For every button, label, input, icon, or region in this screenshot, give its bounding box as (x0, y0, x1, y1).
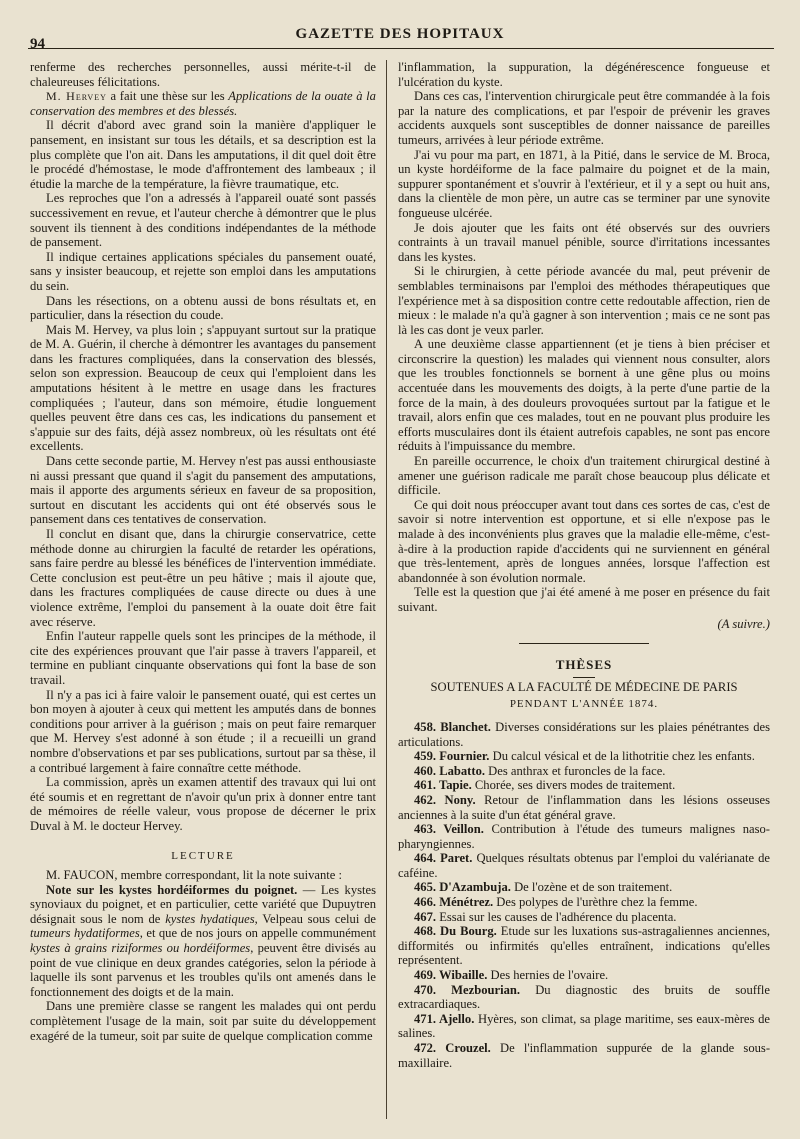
paragraph: l'inflammation, la suppuration, la dégénérescence fongueuse et l'ulcération du kyste. (398, 60, 770, 89)
thesis-author: Du Bourg. (440, 924, 501, 939)
paragraph: renferme des recherches personnelles, aussi mérite-t-il de chaleureuses félicitations. (30, 60, 376, 89)
thesis-item (398, 910, 770, 925)
running-title: GAZETTE DES HOPITAUX (295, 26, 505, 42)
thesis-number: 470. (414, 982, 452, 997)
thesis-title: Contribution à l'étude des tumeurs malignes naso-pharyngiennes. (398, 822, 771, 851)
paragraph-hervey (30, 89, 376, 118)
thesis-number: 459. (414, 749, 440, 764)
paragraph: Il indique certaines applications spéciales du pansement ouaté, sans y insister beaucoup, et rejette son emploi dans les amputations du sein. (30, 249, 376, 293)
paragraph: Dans cette seconde partie, M. Hervey n'est pas aussi enthousiaste ni aussi pressant que quand il s'agit du pansement des amputations, mais il apporte des arguments sérieux en faveur de sa proposition, surtout en discutant les accidents qui ont été observés sous le pansement dans ces tentatives de conservation. (30, 454, 376, 527)
thesis-author: Fournier. (439, 749, 493, 764)
thesis-item (398, 822, 770, 851)
thesis-author: Paret. (440, 851, 477, 866)
text: a fait une thèse sur les (110, 89, 225, 104)
page-number: 94 (30, 36, 45, 52)
thesis-number: 471. (414, 1011, 440, 1026)
paragraph: La commission, après un examen attentif des travaux qui lui ont été soumis et en regrettant de n'avoir qu'un prix à donner entre tant de mémoires de réelle valeur, vous propose de décerner le prix Duval à M. le docteur Hervey. (30, 775, 376, 833)
thesis-title: Quelques résultats obtenus par l'emploi du valérianate de caféine. (398, 851, 771, 880)
lecture-heading: LECTURE (171, 850, 235, 863)
thesis-number: 461. (414, 778, 439, 793)
note-title: Note sur les kystes hordéiformes du poignet. (46, 882, 298, 897)
paragraph: Dans les résections, on a obtenu aussi de bons résultats et, en particulier, dans la résection du coude. (30, 293, 376, 323)
thesis-title: Retour de l'inflammation dans les lésions osseuses anciennes à la suite d'un état général grave. (398, 792, 771, 822)
article-end-rule (519, 643, 649, 644)
theses-year: PENDANT L'ANNÉE 1874. (509, 698, 659, 711)
thesis-item (398, 851, 770, 880)
paragraph: Dans ces cas, l'intervention chirurgicale peut être commandée à la fois par la nature des complications, et par l'espoir de prévenir les graves accidents auxquels sont susceptibles de donner naissance de pareilles tumeurs, arrivées à leur période extrême. (398, 89, 770, 147)
thesis-item (398, 764, 770, 779)
thesis-author: Ajello. (439, 1011, 479, 1026)
thesis-number: 469. (414, 968, 439, 983)
right-column (398, 60, 770, 1070)
text: , et que de nos jours on appelle communément (139, 926, 376, 941)
paragraph: En pareille occurrence, le choix d'un traitement chirurgical destiné à amener une guérison radicale me paraît chose beaucoup plus délicate et difficile. (398, 454, 770, 498)
thesis-item (398, 895, 770, 910)
paragraph: Dans une première classe se rangent les malades qui ont perdu complètement l'usage de la main, soit par suite du développement exagéré de la tumeur, soit par suite de quelque complication comme (30, 999, 376, 1043)
thesis-number: 463. (414, 822, 444, 837)
thesis-author: Ménétrez. (439, 895, 497, 910)
left-column (30, 60, 376, 1043)
thesis-number: 472. (414, 1041, 446, 1055)
thesis-title: Des polypes de l'urèthre chez la femme. (496, 895, 698, 910)
thesis-item (398, 924, 770, 968)
paragraph: J'ai vu pour ma part, en 1871, à la Pitié, dans le service de M. Broca, un kyste hordéiforme de la face palmaire du poignet et de la main, suppurer spontanément et s'ouvrir à l'extérieur, et il y a sept ou huit ans, dans la clientèle de mon père, un autre cas se terminer par une synovite fongueuse ulcérée. (398, 147, 770, 220)
thesis-item (398, 983, 770, 1012)
thesis-title: Du diagnostic des bruits de souffle extracardiaques. (398, 982, 771, 1012)
thesis-title: Applications de la ouate à la conservation des membres et des blessés. (30, 89, 376, 118)
thesis-number: 462. (414, 792, 445, 807)
thesis-item (398, 880, 770, 895)
thesis-item (398, 793, 770, 822)
term: kystes à grains riziformes ou hordéiformes (30, 941, 251, 956)
paragraph: Enfin l'auteur rappelle quels sont les principes de la méthode, il cite des expériences prouvant que l'air passe à travers l'appareil, et termine en publiant cinquante observations qui font la base de son travail. (30, 629, 376, 687)
paragraph: Si le chirurgien, à cette période avancée du mal, peut prévenir de semblables terminaisons par l'emploi des méthodes thérapeutiques que l'expérience met à sa disposition contre cette redoutable affection, rien de mieux : le malade n'a qu'à gagner à son intervention ; mais ce ne sont pas là les cas dont je veux parler. (398, 264, 770, 337)
lecture-line: M. FAUCON, membre correspondant, lit la note suivante : (46, 868, 343, 883)
thesis-author: D'Azambuja. (439, 880, 515, 895)
theses-heading: THÈSES (555, 657, 613, 673)
term: kystes hydatiques (165, 911, 255, 926)
thesis-title: Des hernies de l'ovaire. (490, 968, 609, 983)
thesis-number: 465. (414, 880, 440, 895)
header-rule (28, 48, 774, 49)
thesis-list (398, 720, 770, 1070)
thesis-title: Des anthrax et furoncles de la face. (488, 763, 666, 778)
thesis-title: Chorée, ses divers modes de traitement. (474, 778, 676, 793)
thesis-author: Nony. (444, 792, 485, 807)
thesis-author: Labatto. (439, 763, 489, 778)
thesis-title: Etude sur les luxations sus-astragaliennes anciennes, difformités ou infirmités qu'elles entraînent, indications qu'elles représentent. (398, 924, 770, 968)
thesis-item (398, 968, 770, 983)
thesis-author: Wibaille. (438, 968, 491, 983)
thesis-title: Hyères, son climat, sa plage maritime, ses eaux-mères de salines. (398, 1011, 770, 1041)
thesis-item (398, 1012, 770, 1041)
paragraph: Il décrit d'abord avec grand soin la manière d'appliquer le pansement, en insistant sur tous les détails, et sa description est la plus complète que l'on ait. Dans les amputations, il dit quel doit être le procédé d'hémostase, le mode d'affrontement des lambeaux ; il étudie la marche de la température, la fièvre traumatique, etc. (30, 118, 376, 191)
thesis-number: 464. (414, 851, 441, 866)
small-rule (573, 677, 595, 678)
thesis-title: Essai sur les causes de l'adhérence du placenta. (439, 909, 677, 924)
paragraph: Je dois ajouter que les faits ont été observés sur des ouvriers contraints à un travail manuel pénible, source d'irritations incessantes dans les kystes. (398, 220, 770, 264)
thesis-number: 468. (414, 924, 441, 939)
thesis-title: Diverses considérations sur les plaies pénétrantes des articulations. (398, 719, 771, 749)
thesis-number: 466. (414, 895, 440, 910)
thesis-number: 460. (414, 763, 440, 778)
paragraph: Les reproches que l'on a adressés à l'appareil ouaté sont passés successivement en revue, et l'auteur cherche à démontrer que le plus souvent ils tiennent à des conditions indépendantes de la méthode de pansement. (30, 191, 376, 250)
thesis-author: Veillon. (443, 822, 492, 837)
text: — Les kystes synoviaux du poignet, et en particulier, cette variété que Dupuytren désignait sous le nom de (30, 882, 377, 926)
thesis-title: De l'inflammation suppurée de la glande sous-maxillaire. (398, 1041, 771, 1070)
thesis-item (398, 720, 770, 749)
theses-subheading: SOUTENUES A LA FACULTÉ DE MÉDECINE DE PARIS (430, 679, 738, 694)
paragraph: Il conclut en disant que, dans la chirurgie conservatrice, cette méthode donne au chirurgien la faculté de retarder les opérations, sans faire perdre au blessé les bénéfices de l'intervention immédiate. Cette conclusion est peut-être un peu hâtive ; mais il ajoute que, dans les fractures compliquées de cause directe ou dues à une violence extrême, l'emploi du pansement à la ouate doit être fait avec réserve. (30, 527, 376, 629)
author-name: M. Hervey (46, 89, 107, 104)
paragraph: Ce qui doit nous préoccuper avant tout dans ces sortes de cas, c'est de savoir si notre intervention est opportune, et si elle n'expose pas le malade à des inconvénients plus graves que la maladie elle-même, c'est-à-dire à la production rapide d'accidents qui ne surviennent en général que très-lentement, après de longues années, lorsque l'affection est abandonnée à son évolution normale. (398, 497, 770, 585)
thesis-item (398, 778, 770, 793)
thesis-author: Tapie. (438, 778, 475, 793)
thesis-author: Crouzel. (445, 1041, 501, 1055)
thesis-number: 458. (414, 719, 441, 734)
paragraph: Mais M. Hervey, va plus loin ; s'appuyant surtout sur la pratique de M. A. Guérin, il cherche à démontrer les avantages du pansement dans les fractures compliquées, dans la conservation des blessés, selon son expression. Beaucoup de ceux qui l'emploient dans les amputations hésitent à le mettre en usage dans les fractures compliquées ; l'auteur, dans son mémoire, étudie longuement quelles peuvent être dans ces cas, les indications du pansement et s'appuie sur des faits, déjà assez nombreux, où les résultats ont été excellents. (30, 322, 376, 454)
text: , peuvent être divisés au point de vue clinique en deux grandes catégories, selon la période à laquelle ils sont parvenus et les troubles qu'ils ont amenés dans le fonctionnement des doigts et de la main. (30, 941, 376, 999)
term: tumeurs hydatiformes (30, 926, 140, 941)
thesis-author: Mezbourian. (451, 982, 536, 997)
thesis-item (398, 1041, 770, 1070)
text: , Velpeau sous celui de (254, 911, 376, 926)
note-paragraph (30, 883, 376, 1000)
thesis-title: Du calcul vésical et de la lithotritie chez les enfants. (492, 749, 755, 764)
thesis-number: 467. (414, 909, 440, 924)
column-divider (386, 60, 387, 1119)
paragraph: A une deuxième classe appartiennent (et je tiens à bien préciser et circonscrire la question) les malades qui viennent nous consulter, alors que les troubles fonctionnels se bornent à une gêne plus ou moins accentuée dans les mouvements des doigts, à la perte d'une partie de la force de la main, à des douleurs provoquées surtout par la fatigue et le travail, alors enfin que ces malades, tout en ne pouvant plus produire les efforts musculaires dont ils étaient autrefois capables, ne sont pas encore réduits à l'impuissance du membre. (398, 337, 770, 454)
paragraph: Telle est la question que j'ai été amené à me poser en présence du fait suivant. (398, 585, 770, 614)
to-be-continued: (A suivre.) (717, 616, 770, 631)
thesis-author: Blanchet. (440, 719, 496, 734)
thesis-item (398, 749, 770, 764)
thesis-title: De l'ozène et de son traitement. (514, 880, 673, 895)
paragraph: Il n'y a pas ici à faire valoir le pansement ouaté, qui est certes un bon moyen à ajouter à ceux qui mettent les amputés dans de bonnes conditions pour arriver à la guérison ; mais on peut faire remarquer que M. Hervey s'est adonné à son étude ; il a recueilli un grand nombre d'observations et par ses publications, surtout par sa thèse, il a contribué largement à faire connaître cette méthode. (30, 687, 376, 775)
